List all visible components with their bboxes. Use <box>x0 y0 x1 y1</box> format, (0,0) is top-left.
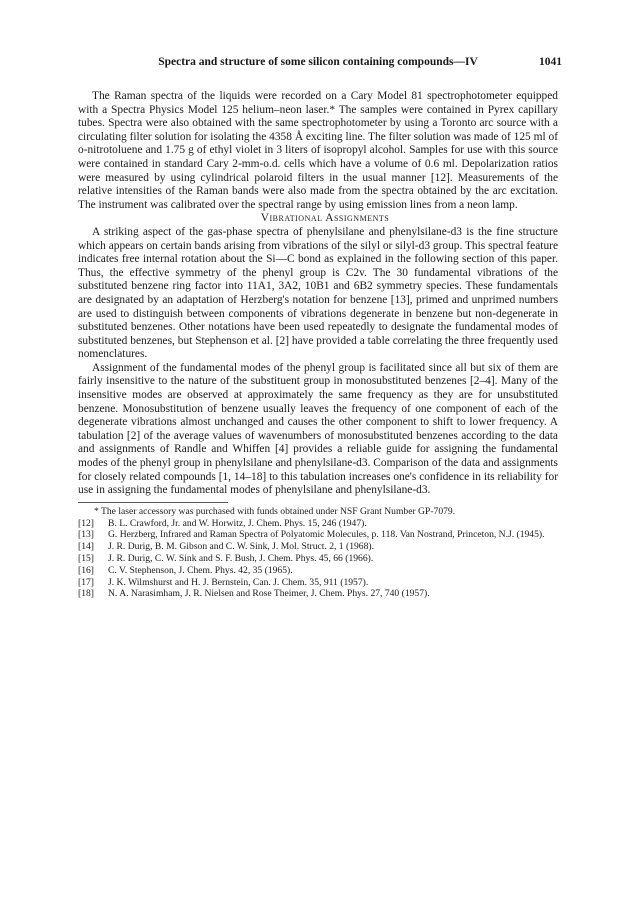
running-title: Spectra and structure of some silicon containing compounds—IV <box>158 56 478 68</box>
reference-text: G. Herzberg, Infrared and Raman Spectra of Polyatomic Molecules, p. 118. Van Nostrand, Princeton, N.J. (1945). <box>108 529 545 541</box>
reference-item <box>78 577 558 589</box>
reference-text: N. A. Narasimham, J. R. Nielsen and Rose Theimer, J. Chem. Phys. 27, 740 (1957). <box>108 588 430 600</box>
reference-number: [17] <box>78 576 94 588</box>
reference-number: [13] <box>78 529 94 541</box>
footnotes-section <box>78 506 558 600</box>
reference-item <box>78 565 558 577</box>
reference-text: J. R. Durig, B. M. Gibson and C. W. Sink, J. Mol. Struct. 2, 1 (1968). <box>108 541 374 553</box>
running-header <box>78 56 562 74</box>
reference-number: [16] <box>78 564 94 576</box>
footnote-rule <box>78 502 228 503</box>
reference-text: C. V. Stephenson, J. Chem. Phys. 42, 35 (1965). <box>108 564 293 576</box>
reference-number: [18] <box>78 588 94 600</box>
paragraph-raman-methods: The Raman spectra of the liquids were recorded on a Cary Model 81 spectrophotometer equipped with a Spectra Physics Model 125 helium–neon laser.* The samples were contained in Pyrex capillary tubes. Spectra were also obtained with the same spectrophotometer by using a Toronto arc source with a circulating filter solution for isolating the 4358 Å exciting line. The filter solution was made of 125 ml of o-nitrotoluene and 1.75 g of ethyl violet in 3 liters of isopropyl alcohol. Samples for use with this source were contained in standard Cary 2-mm-o.d. cells which have a volume of 0.6 ml. Depolarization ratios were measured by using cylindrical polaroid filters in the usual manner [12]. Measurements of the relative intensities of the Raman bands were also made from the spectra obtained by the arc excitation. The instrument was calibrated over the spectral range by using emission lines from a neon lamp. <box>78 90 558 211</box>
section-heading: Vibrational Assignments <box>260 212 390 225</box>
paragraph-assignment: Assignment of the fundamental modes of the phenyl group is facilitated since all but six of them are fairly insensitive to the nature of the substituent group in monosubstituted benzenes [2–4]. Many of the insensitive modes are observed at approximately the same frequency as they are for unsubstituted benzene. Monosubstitution of benzene usually leaves the frequency of one component of each of the degenerate vibrations almost unchanged and causes the other component to shift to lower frequency. A tabulation [2] of the average values of wavenumbers of monosubstituted benzenes according to the data and assignments of Randle and Whiffen [4] provides a reliable guide for assigning the fundamental modes of the phenyl group in phenylsilane and phenylsilane-d3. Comparison of the data and assignments for closely related compounds [1, 14–18] to this tabulation increases one's confidence in its reliability for use in assigning the fundamental modes of phenylsilane and phenylsilane-d3. <box>78 361 558 497</box>
reference-item <box>78 518 558 530</box>
reference-item <box>78 553 558 565</box>
reference-number: [14] <box>78 541 94 553</box>
laser-footnote: * The laser accessory was purchased with funds obtained under NSF Grant Number GP-7079. <box>94 505 456 517</box>
main-text <box>78 90 558 498</box>
reference-item <box>78 588 558 600</box>
reference-number: [15] <box>78 553 94 564</box>
reference-text: J. R. Durig, C. W. Sink and S. F. Bush, J. Chem. Phys. 45, 66 (1966). <box>108 553 374 564</box>
reference-text: B. L. Crawford, Jr. and W. Horwitz, J. Chem. Phys. 15, 246 (1947). <box>108 517 367 529</box>
reference-number: [12] <box>78 517 94 529</box>
reference-text: J. K. Wilmshurst and H. J. Bernstein, Can. J. Chem. 35, 911 (1957). <box>108 576 369 588</box>
reference-item <box>78 541 558 553</box>
page-number: 1041 <box>539 56 562 68</box>
paragraph-symmetry: A striking aspect of the gas-phase spectra of phenylsilane and phenylsilane-d3 is the fine structure which appears on certain bands arising from vibrations of the silyl or silyl-d3 group. This spectral feature indicates free internal rotation about the Si—C bond as explained in the following section of this paper. Thus, the effective symmetry of the phenyl group is C2v. The 30 fundamental vibrations of the substituted benzene ring factor into 11A1, 3A2, 10B1 and 6B2 symmetry species. These fundamentals are designated by an adaptation of Herzberg's notation for benzene [13], primed and unprimed numbers are used to distinguish between components of vibrations degenerate in benzene but non-degenerate in substituted benzenes. Other notations have been used repeatedly to designate the fundamental modes of substituted benzenes, but Stephenson et al. [2] have provided a table correlating the three frequently used nomenclatures. <box>78 225 558 361</box>
reference-item <box>78 529 558 541</box>
